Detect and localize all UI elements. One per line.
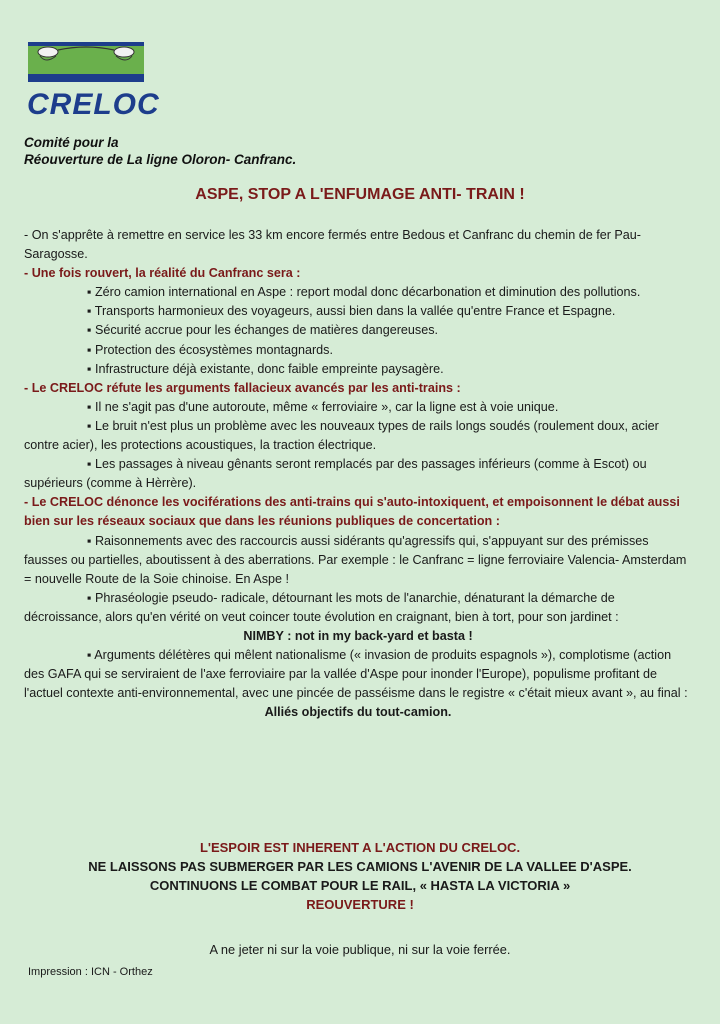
page-title: ASPE, STOP A L'ENFUMAGE ANTI- TRAIN ! [195, 186, 525, 203]
printer-imprint: Impression : ICN - Orthez [28, 966, 153, 978]
bullet-item: ▪ Le bruit n'est plus un problème avec les nouveaux types de rails longs soudés (roulement doux, acier contre acier), les protections acoustiques, la traction électrique. [24, 418, 659, 453]
bullet-item: ▪ Protection des écosystèmes montagnards. [87, 342, 333, 357]
closing-line-1: L'ESPOIR EST INHERENT A L'ACTION DU CRELOC. [199, 840, 521, 855]
intro-paragraph: - On s'apprête à remettre en service les 33 km encore fermés entre Bedous et Canfranc du chemin de fer Pau-Saragosse. [24, 228, 642, 262]
closing-line-2: NE LAISSONS PAS SUBMERGER PAR LES CAMIONS L'AVENIR DE LA VALLEE D'ASPE. [88, 859, 632, 874]
subtitle-line-2: Réouverture de La ligne Oloron- Canfranc. [24, 152, 297, 167]
bullet-item: ▪ Les passages à niveau gênants seront remplacés par des passages inférieurs (comme à Escot) ou supérieurs (comme à Hèrrère). [24, 457, 647, 491]
bullet-item: ▪ Sécurité accrue pour les échanges de matières dangereuses. [87, 323, 438, 338]
bullet-item: ▪ Zéro camion international en Aspe : report modal donc décarbonation et diminution des pollutions. [87, 285, 641, 300]
section-heading-denounces: - Le CRELOC dénonce les vociférations des anti-trains qui s'auto-intoxiquent, et empoisonnent le débat aussi bien sur les réseaux sociaux que dans les réunions publiques de concertation : [24, 495, 680, 529]
bullet-item: ▪ Phraséologie pseudo- radicale, détournant les mots de l'anarchie, dénaturant la démarche de décroissance, alors qu'en vérité on veut coincer toute évolution en craignant, bien à tort, pour son jardinet : [24, 590, 619, 624]
nimby-line: NIMBY : not in my back-yard et basta ! [243, 628, 473, 643]
org-logo-text: CRELOC [27, 88, 160, 121]
closing-statement [0, 838, 720, 914]
bullet-item: ▪ Transports harmonieux des voyageurs, aussi bien dans la vallée qu'entre France et Espagne. [87, 304, 616, 319]
bullet-item: ▪ Arguments délétères qui mêlent nationalisme (« invasion de produits espagnols »), complotisme (action des GAFA qui se serviraient de l'axe ferroviaire par la vallée d'Aspe pour inonder l'Europe), populisme profitant de l'actuel contexte anti-environnemental, avec une pincée de passéisme dans le registre « c'était mieux avant », au final : [24, 648, 688, 701]
allies-line: Alliés objectifs du tout-camion. [264, 705, 452, 720]
bullet-item: ▪ Infrastructure déjà existante, donc faible empreinte paysagère. [87, 361, 444, 376]
org-subtitle [24, 134, 296, 168]
disposal-notice: A ne jeter ni sur la voie publique, ni sur la voie ferrée. [209, 942, 511, 957]
closing-line-3: CONTINUONS LE COMBAT POUR LE RAIL, « HASTA LA VICTORIA » [149, 878, 571, 893]
subtitle-line-1: Comité pour la [24, 135, 119, 150]
bullet-item: ▪ Il ne s'agit pas d'une autoroute, même « ferroviaire », car la ligne est à voie unique. [87, 399, 559, 414]
closing-line-4: REOUVERTURE ! [306, 897, 414, 912]
body-text [24, 226, 692, 722]
section-heading-reality: - Une fois rouvert, la réalité du Canfranc sera : [24, 266, 301, 281]
section-heading-refutes: - Le CRELOC réfute les arguments fallacieux avancés par les anti-trains : [24, 380, 461, 395]
bullet-item: ▪ Raisonnements avec des raccourcis aussi sidérants qu'agressifs qui, s'appuyant sur des prémisses fausses ou partielles, aboutissent à des aberrations. Par exemple : le Canfranc = ligne ferroviaire Valencia- Amsterdam = nouvelle Route de la Soie chinoise. En Aspe ! [24, 533, 687, 586]
